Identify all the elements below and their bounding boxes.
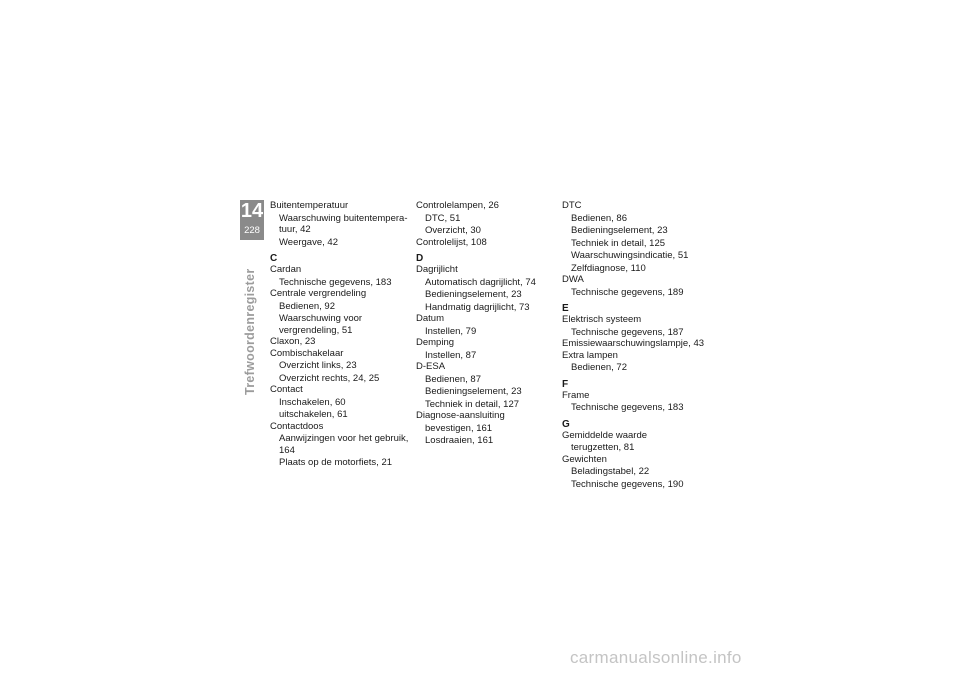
chapter-tab	[240, 200, 264, 240]
index-letter-heading: E	[562, 303, 569, 314]
index-subentry: Bedienen, 86	[571, 212, 627, 224]
index-entry: Centrale vergrendeling	[270, 288, 367, 299]
index-entry: Elektrisch systeem	[562, 314, 642, 325]
index-subentry: Inschakelen, 60	[279, 396, 346, 408]
index-entry: Diagnose-aansluiting	[416, 410, 505, 421]
index-entry: Gemiddelde waarde	[562, 429, 648, 441]
index-subentry: terugzetten, 81	[571, 442, 635, 453]
index-letter-heading: G	[562, 418, 570, 430]
index-subentry: Techniek in detail, 125	[571, 237, 666, 249]
index-subentry: Aanwijzingen voor het gebruik, 164	[279, 433, 409, 456]
index-subentry: Instellen, 79	[425, 325, 477, 337]
index-column-1	[270, 200, 415, 469]
index-entry: Contactdoos	[270, 420, 324, 432]
index-subentry: Handmatig dagrijlicht, 73	[425, 301, 530, 313]
index-entry: Frame	[562, 389, 590, 401]
index-entry: Emissiewaarschuwingslampje, 43	[562, 338, 705, 349]
index-subentry: Waarschuwing voor vergrendeling, 51	[279, 313, 363, 336]
index-entry: DTC	[562, 200, 582, 211]
index-subentry: Bedienen, 72	[571, 362, 627, 373]
index-subentry: Weergave, 42	[279, 236, 338, 248]
index-subentry: Technische gegevens, 183	[279, 276, 392, 288]
watermark: carmanualsonline.info	[570, 648, 742, 667]
index-letter-heading: C	[270, 253, 278, 264]
index-entry: Dagrijlicht	[416, 264, 458, 275]
index-subentry: Losdraaien, 161	[425, 435, 494, 446]
index-subentry: Technische gegevens, 183	[571, 402, 684, 413]
index-subentry: Bedienen, 87	[425, 373, 481, 385]
index-subentry: Technische gegevens, 187	[571, 326, 684, 338]
index-entry: Contact	[270, 384, 303, 395]
index-subentry: bevestigen, 161	[425, 422, 493, 434]
index-subentry: Instellen, 87	[425, 349, 477, 361]
index-entry: Buitentemperatuur	[270, 200, 349, 211]
index-subentry: Techniek in detail, 127	[425, 398, 520, 410]
index-entry: Gewichten	[562, 453, 607, 465]
index-subentry: Bedieningselement, 23	[571, 225, 668, 236]
index-entry: Datum	[416, 313, 444, 324]
index-subentry: Technische gegevens, 189	[571, 286, 684, 298]
index-entry: Combischakelaar	[270, 347, 344, 359]
index-entry: Claxon, 23	[270, 336, 316, 347]
index-entry: Demping	[416, 337, 455, 348]
index-entry: D-ESA	[416, 361, 446, 372]
index-subentry: Bedieningselement, 23	[425, 289, 522, 300]
index-subentry: Beladingstabel, 22	[571, 466, 650, 477]
chapter-number: 14	[240, 200, 264, 222]
index-column-2	[416, 200, 561, 447]
index-column-3	[562, 200, 707, 490]
index-subentry: Bedienen, 92	[279, 300, 335, 312]
section-title: Trefwoordenregister	[243, 268, 257, 395]
index-entry: Extra lampen	[562, 349, 618, 361]
index-subentry: Plaats op de motorfiets, 21	[279, 457, 393, 468]
index-subentry: Zelfdiagnose, 110	[571, 262, 646, 274]
index-letter-heading: D	[416, 253, 424, 264]
index-subentry: Technische gegevens, 190	[571, 478, 684, 490]
index-entry: DWA	[562, 274, 584, 285]
page-number: 228	[244, 225, 260, 236]
index-subentry: Overzicht, 30	[425, 225, 481, 236]
index-subentry: uitschakelen, 61	[279, 409, 348, 420]
index-subentry: Overzicht links, 23	[279, 360, 357, 371]
index-letter-heading: F	[562, 378, 569, 390]
index-subentry: Bedieningselement, 23	[425, 386, 522, 397]
index-subentry: Waarschuwingsindicatie, 51	[571, 250, 689, 261]
index-subentry: Automatisch dagrijlicht, 74	[425, 276, 536, 288]
index-entry: Controlelampen, 26	[416, 200, 499, 211]
index-subentry: Overzicht rechts, 24, 25	[279, 372, 380, 384]
index-entry: Controlelijst, 108	[416, 236, 487, 248]
index-entry: Cardan	[270, 264, 302, 275]
index-subentry: Waarschuwing buitentempera-tuur, 42	[279, 212, 408, 235]
index-subentry: DTC, 51	[425, 212, 461, 224]
